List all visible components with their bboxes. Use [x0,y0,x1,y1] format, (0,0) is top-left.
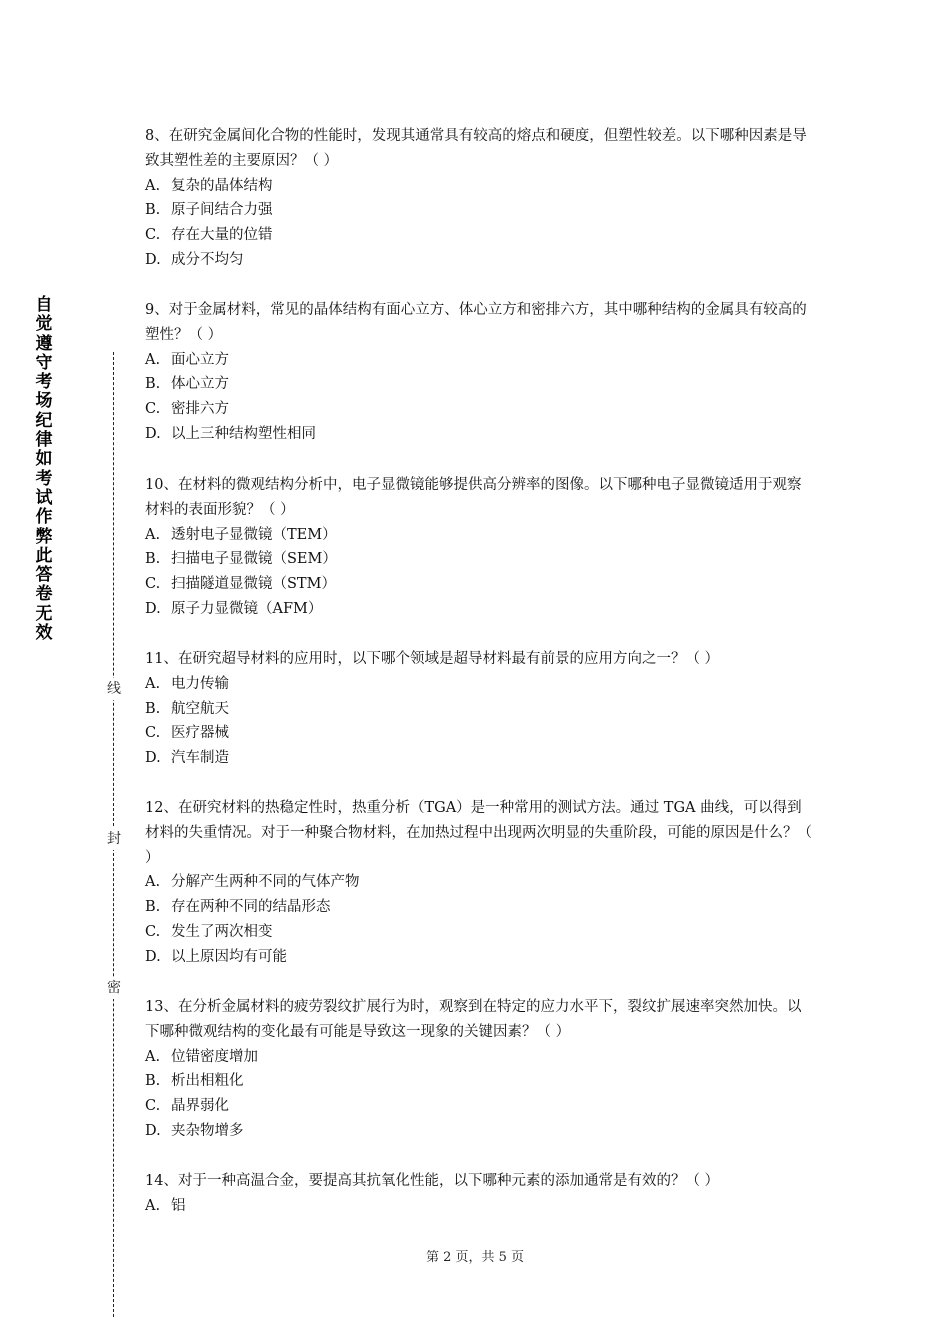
question-stem: 11、在研究超导材料的应用时，以下哪个领域是超导材料最有前景的应用方向之一？（ ） [145,651,720,667]
question-9 [145,298,813,447]
binding-mark-seal: 封 [104,828,124,850]
binding-mark-line: 线 [104,678,124,700]
option-c[interactable]: C. 医疗器械 [145,725,229,742]
option-a[interactable]: A. 位错密度增加 [145,1048,258,1065]
option-d[interactable]: D. 成分不均匀 [145,251,244,268]
option-c[interactable]: C. 扫描隧道显微镜（STM） [145,576,336,593]
question-11 [145,647,813,771]
option-b[interactable]: B. 原子间结合力强 [145,202,273,219]
question-14 [145,1169,813,1219]
question-12 [145,796,813,970]
option-a[interactable]: A. 面心立方 [145,351,229,368]
binding-mark-secret: 密 [104,977,124,999]
option-c[interactable]: C. 晶界弱化 [145,1098,229,1115]
option-a[interactable]: A. 复杂的晶体结构 [145,177,273,194]
option-a[interactable]: A. 分解产生两种不同的气体产物 [145,874,360,891]
page-number-footer: 第 2 页，共 5 页 [425,1250,525,1265]
option-c[interactable]: C. 存在大量的位错 [145,227,273,244]
option-c[interactable]: C. 发生了两次相变 [145,923,273,940]
question-stem: 8、在研究金属间化合物的性能时，发现其通常具有较高的熔点和硬度，但塑性较差。以下哪种因素是导致其塑性差的主要原因？（ ） [145,128,807,169]
option-b[interactable]: B. 体心立方 [145,376,229,393]
option-c[interactable]: C. 密排六方 [145,401,229,418]
question-stem: 9、对于金属材料，常见的晶体结构有面心立方、体心立方和密排六方，其中哪种结构的金属具有较高的塑性？（ ） [145,302,807,343]
option-a[interactable]: A. 铝 [145,1197,186,1214]
question-13 [145,995,813,1144]
option-b[interactable]: B. 航空航天 [145,700,229,717]
question-stem: 12、在研究材料的热稳定性时，热重分析（TGA）是一种常用的测试方法。通过 TGA 曲线，可以得到材料的失重情况。对于一种聚合物材料，在加热过程中出现两次明显的失重阶段，可能的原因是什么？（ ） [145,800,812,866]
option-a[interactable]: A. 电力传输 [145,675,229,692]
option-d[interactable]: D. 汽车制造 [145,750,229,767]
question-stem: 13、在分析金属材料的疲劳裂纹扩展行为时，观察到在特定的应力水平下，裂纹扩展速率突然加快。以下哪种微观结构的变化最有可能是导致这一现象的关键因素？（ ） [145,999,802,1040]
exam-rules-notice: 自觉遵守考场纪律如考试作弊此答卷无效 [35,295,53,644]
option-b[interactable]: B. 析出相粗化 [145,1073,244,1090]
question-8 [145,124,813,273]
option-d[interactable]: D. 以上三种结构塑性相同 [145,425,316,442]
option-d[interactable]: D. 夹杂物增多 [145,1122,244,1139]
question-stem: 14、对于一种高温合金，要提高其抗氧化性能，以下哪种元素的添加通常是有效的？（ ） [145,1173,720,1189]
option-d[interactable]: D. 原子力显微镜（AFM） [145,600,323,617]
option-b[interactable]: B. 扫描电子显微镜（SEM） [145,551,337,568]
option-d[interactable]: D. 以上原因均有可能 [145,948,287,965]
question-stem: 10、在材料的微观结构分析中，电子显微镜能够提供高分辨率的图像。以下哪种电子显微镜适用于观察材料的表面形貌？（ ） [145,477,802,518]
question-10 [145,473,813,622]
option-a[interactable]: A. 透射电子显微镜（TEM） [145,526,337,543]
option-b[interactable]: B. 存在两种不同的结晶形态 [145,899,331,916]
